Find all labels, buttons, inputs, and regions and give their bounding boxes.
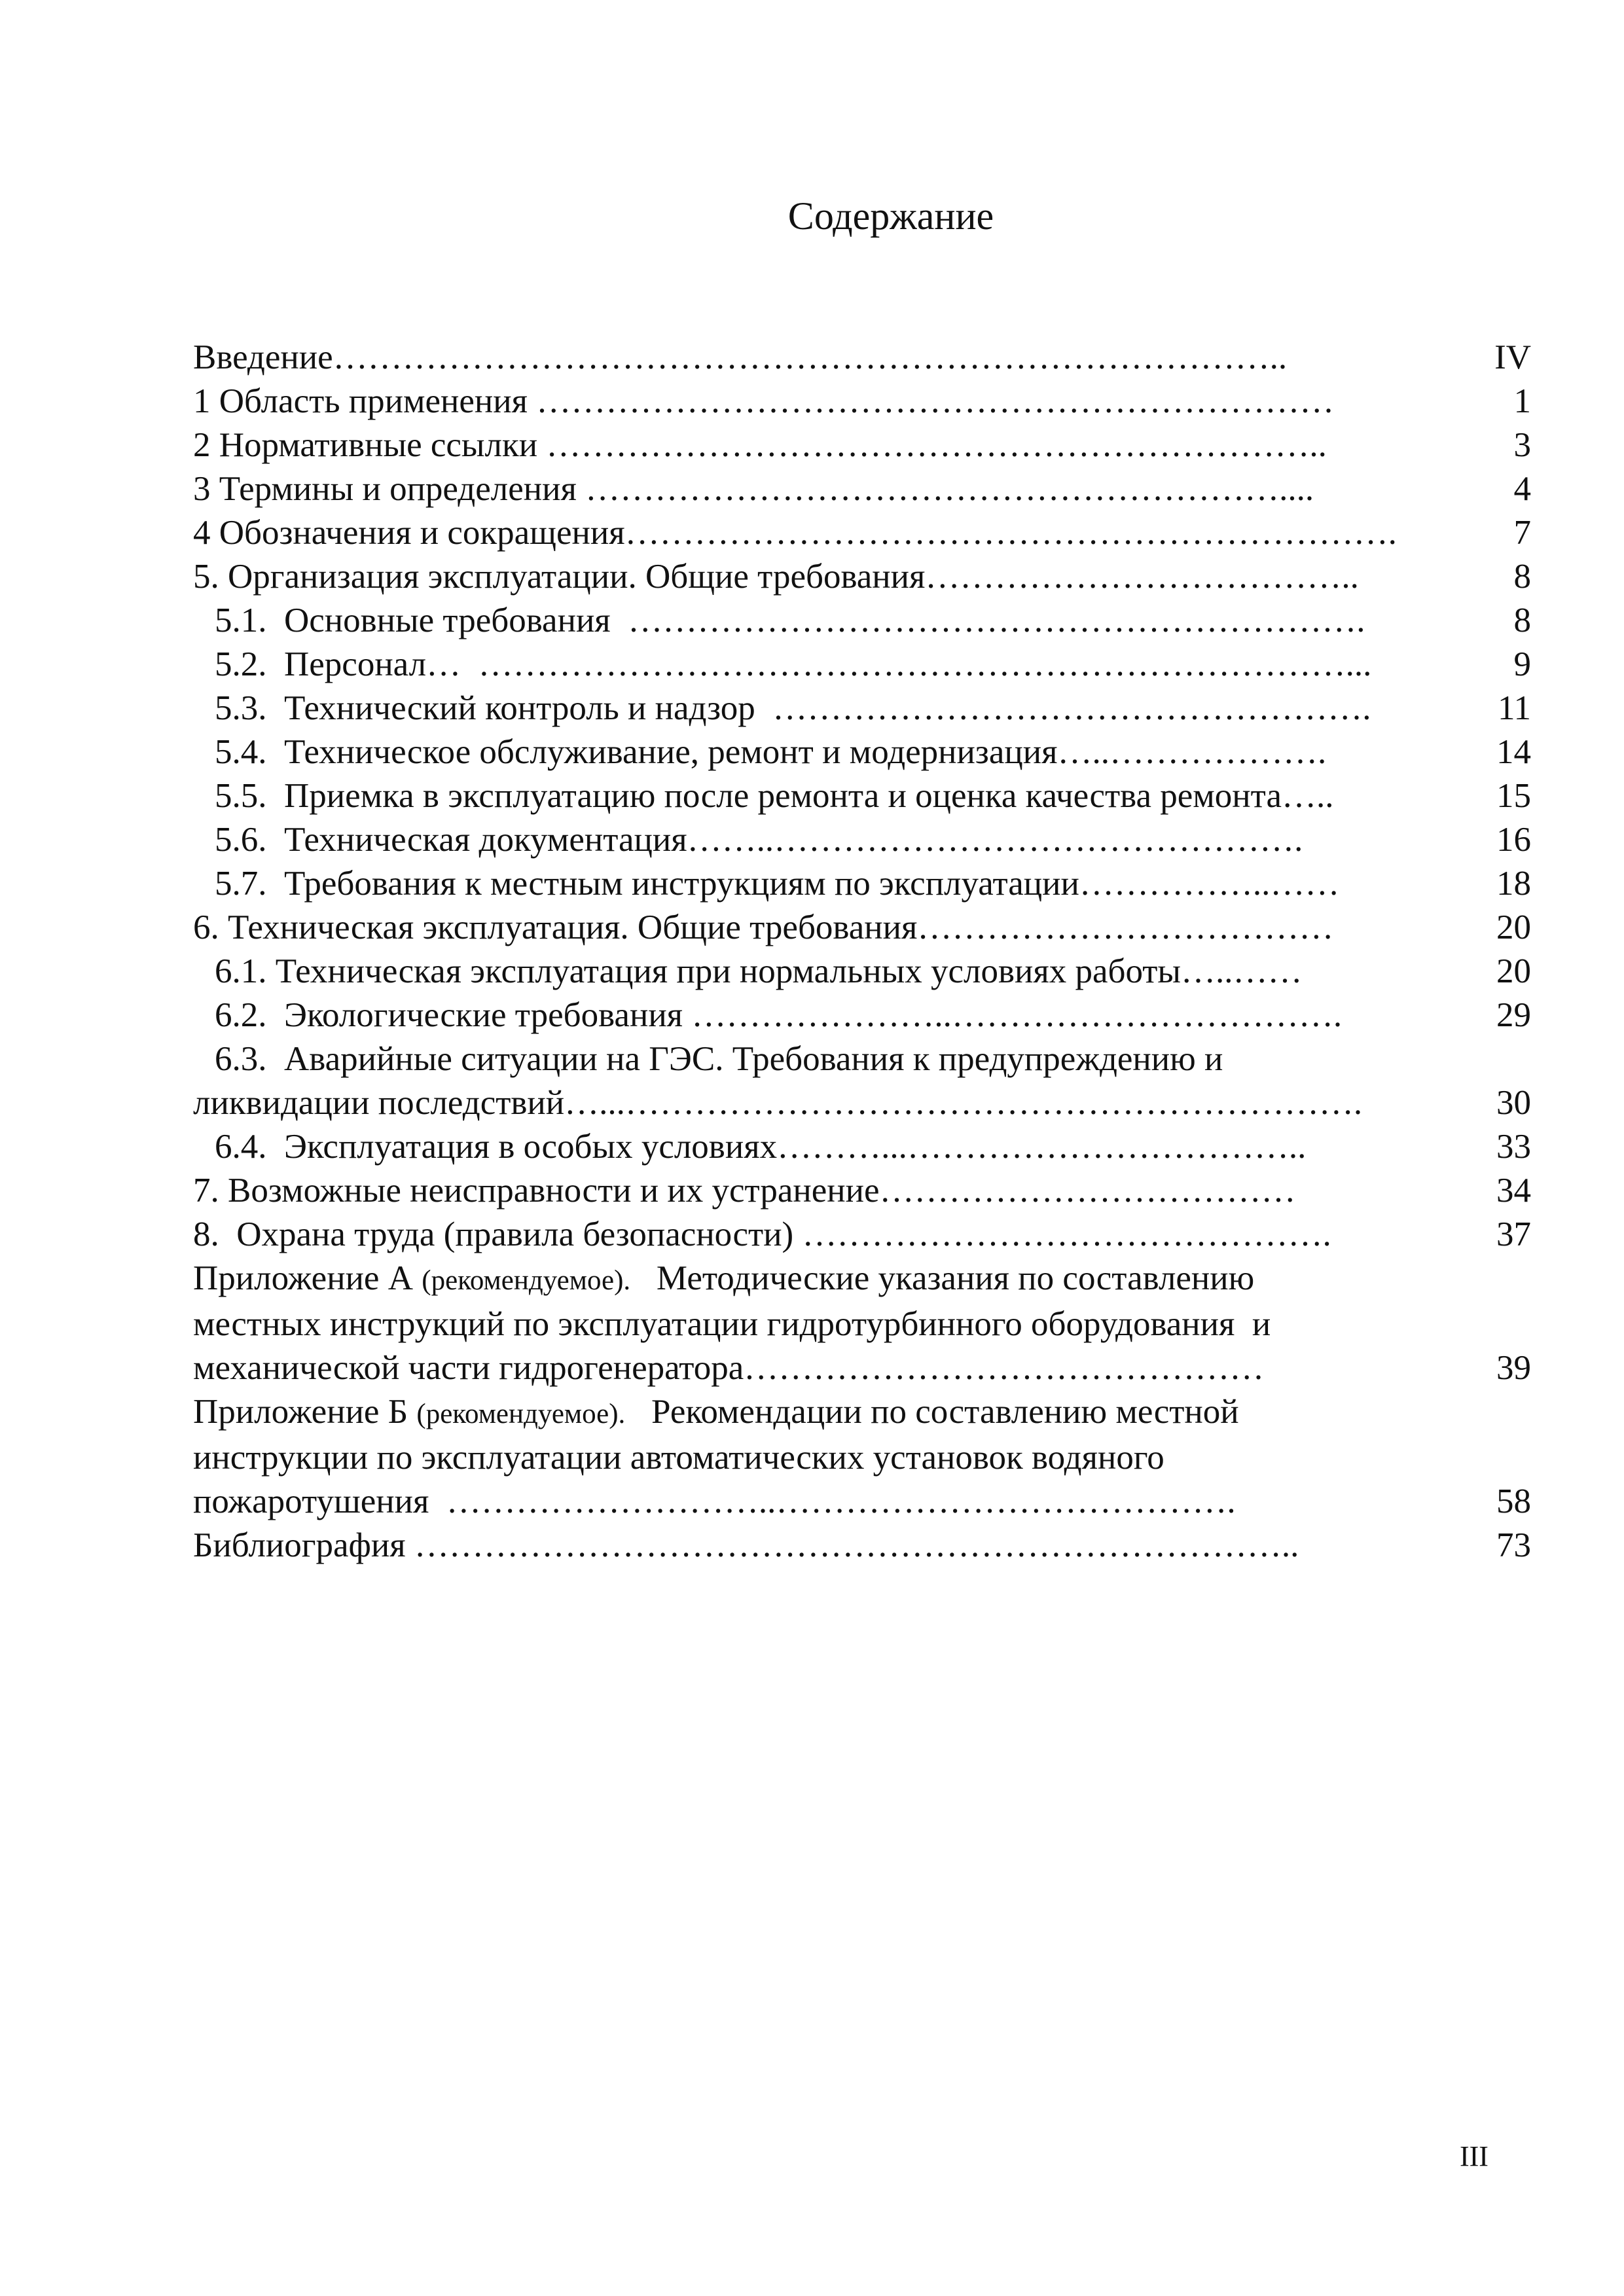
toc-entry[interactable]: [193, 1125, 1531, 1169]
toc-page-number: 9: [1513, 645, 1531, 683]
toc-page-number: 1: [1513, 382, 1531, 420]
dot-leader: …………………………………………….: [772, 689, 1371, 727]
toc-entry-title: [193, 555, 1531, 599]
toc-entry-title: [193, 1169, 1531, 1213]
toc-entry-title: [193, 336, 1531, 380]
toc-entry-text: 6.4. Эксплуатация в особых условиях: [215, 1128, 778, 1166]
dot-leader: …...……………………………………………………….: [564, 1084, 1363, 1122]
toc-entry-title: [193, 774, 1531, 818]
page-title: Содержание: [787, 194, 994, 238]
toc-page-number: 3: [1513, 426, 1531, 464]
toc-entry[interactable]: [193, 818, 1531, 862]
table-of-contents: [193, 336, 1531, 1568]
toc-entry[interactable]: [193, 687, 1531, 730]
dot-leader: …..……………….: [1057, 733, 1327, 771]
toc-entry[interactable]: [193, 555, 1531, 599]
toc-entry-title: [193, 1524, 1531, 1568]
toc-entry-text: Рекомендации по составлению местной инструкции по эксплуатации автоматических установок водяного пожаротушения: [193, 1393, 1239, 1520]
dot-leader: …………………..…………………………….: [691, 996, 1343, 1034]
toc-entry-title: [193, 467, 1531, 511]
toc-entry[interactable]: [193, 1390, 1531, 1524]
toc-entry-title: [193, 599, 1531, 643]
toc-page-number: 20: [1496, 952, 1531, 990]
toc-entry-text: Приложение Б: [193, 1393, 417, 1431]
toc-page-number: 4: [1513, 470, 1531, 508]
toc-entry-title: [193, 423, 1531, 467]
toc-entry-annotation: (рекомендуемое).: [422, 1265, 631, 1296]
toc-page-number: 58: [1496, 1482, 1531, 1520]
toc-entry[interactable]: [193, 906, 1531, 950]
toc-entry-title: [193, 730, 1531, 774]
toc-entry[interactable]: [193, 380, 1531, 423]
toc-entry-text: 7. Возможные неисправности и их устранение: [193, 1172, 880, 1210]
dot-leader: ……………………………………………………….: [628, 601, 1365, 639]
toc-page-number: 29: [1496, 996, 1531, 1034]
dot-leader: …..: [1281, 777, 1334, 815]
toc-page-number: 11: [1497, 689, 1531, 727]
toc-entry[interactable]: [193, 730, 1531, 774]
dot-leader: ………………………………..: [925, 558, 1359, 596]
toc-entry-text: 5.2. Персонал…: [215, 645, 478, 683]
toc-page-number: 7: [1513, 514, 1531, 552]
toc-entry[interactable]: [193, 994, 1531, 1037]
toc-entry[interactable]: [193, 862, 1531, 906]
toc-page-number: 39: [1496, 1349, 1531, 1387]
toc-entry-text: 5.6. Техническая документация: [215, 821, 687, 859]
dot-leader: …..……: [1181, 952, 1303, 990]
toc-entry-title: [193, 380, 1531, 423]
toc-entry-text: Методические указания по составлению местных инструкций по эксплуатации гидротурбинного оборудования и механической части гидрогенератора: [193, 1259, 1271, 1387]
toc-entry[interactable]: [193, 1213, 1531, 1257]
toc-entry-title: [193, 687, 1531, 730]
dot-leader: ……………………………………………………………: [536, 382, 1335, 420]
dot-leader: ………………………..………………………………….: [446, 1482, 1236, 1520]
toc-entry-title: [193, 1125, 1531, 1169]
toc-entry-text: 6. Техническая эксплуатация. Общие требования: [193, 908, 918, 946]
toc-entry-title: [193, 906, 1531, 950]
toc-page-number: 15: [1496, 777, 1531, 815]
dot-leader: ……………………………………….: [802, 1215, 1331, 1253]
dot-leader: ………………………………: [917, 908, 1334, 946]
toc-entry-text: Библиография: [193, 1526, 414, 1564]
toc-entry-text: Введение: [193, 338, 333, 376]
toc-entry-text: 5.7. Требования к местным инструкциям по эксплуатации: [215, 865, 1079, 903]
toc-entry[interactable]: [193, 336, 1531, 380]
page-number: III: [1460, 2140, 1489, 2172]
toc-entry[interactable]: [193, 1524, 1531, 1568]
toc-entry[interactable]: [193, 1169, 1531, 1213]
toc-page-number: IV: [1494, 338, 1531, 376]
toc-entry[interactable]: [193, 950, 1531, 994]
dot-leader: ………………………………………………………………………..: [333, 338, 1288, 376]
toc-entry-text: 2 Нормативные ссылки: [193, 426, 547, 464]
dot-leader: …………………………………………………………………...: [478, 645, 1372, 683]
dot-leader: ………...……………………………..: [777, 1128, 1307, 1166]
toc-entry-text: 1 Область применения: [193, 382, 537, 420]
dot-leader: …………………………………………………………………..: [414, 1526, 1299, 1564]
dot-leader: ………………………………………………………….: [624, 514, 1397, 552]
toc-entry[interactable]: [193, 1037, 1531, 1125]
toc-entry[interactable]: [193, 511, 1531, 555]
toc-entry-title: [193, 950, 1531, 994]
toc-page-number: 73: [1496, 1526, 1531, 1564]
dot-leader: ……..……………………………………….: [687, 821, 1303, 859]
toc-entry-title: [193, 862, 1531, 906]
toc-entry-text: 6.1. Техническая эксплуатация при нормальных условиях работы: [215, 952, 1182, 990]
toc-entry[interactable]: [193, 643, 1531, 687]
toc-entry-title: [193, 1390, 1531, 1524]
dot-leader: ……………………………………………………....: [585, 470, 1314, 508]
toc-entry-title: [193, 1257, 1531, 1390]
toc-page-number: 20: [1496, 908, 1531, 946]
toc-entry[interactable]: [193, 1257, 1531, 1390]
dot-leader: ………………………………: [879, 1172, 1296, 1210]
toc-entry[interactable]: [193, 467, 1531, 511]
toc-entry-title: [193, 1037, 1531, 1125]
toc-entry-text: 5.4. Техническое обслуживание, ремонт и модернизация: [215, 733, 1058, 771]
toc-entry-text: 5.5. Приемка в эксплуатацию после ремонта и оценка качества ремонта: [215, 777, 1282, 815]
dot-leader: ……………..……: [1079, 865, 1340, 903]
toc-page-number: 18: [1496, 865, 1531, 903]
toc-page-number: 16: [1496, 821, 1531, 859]
toc-page-number: 34: [1496, 1172, 1531, 1210]
toc-entry-title: [193, 1213, 1531, 1257]
toc-page-number: 14: [1496, 733, 1531, 771]
dot-leader: …………………………………………………………..: [546, 426, 1327, 464]
toc-entry-text: Приложение А: [193, 1259, 422, 1297]
toc-page-number: 8: [1513, 601, 1531, 639]
toc-page-number: 8: [1513, 558, 1531, 596]
toc-entry-title: [193, 994, 1531, 1037]
toc-entry[interactable]: [193, 774, 1531, 818]
toc-entry-title: [193, 511, 1531, 555]
dot-leader: ………………………………………: [744, 1349, 1265, 1387]
toc-entry-text: 4 Обозначения и сокращения: [193, 514, 625, 552]
toc-entry[interactable]: [193, 599, 1531, 643]
toc-entry-text: 5.1. Основные требования: [215, 601, 628, 639]
toc-entry-text: 5.3. Технический контроль и надзор: [215, 689, 773, 727]
toc-page-number: 30: [1496, 1084, 1531, 1122]
toc-entry-text: 3 Термины и определения: [193, 470, 586, 508]
toc-entry-annotation: (рекомендуемое).: [416, 1399, 626, 1429]
toc-entry-title: [193, 643, 1531, 687]
toc-page-number: 33: [1496, 1128, 1531, 1166]
toc-page-number: 37: [1496, 1215, 1531, 1253]
toc-entry-text: 8. Охрана труда (правила безопасности): [193, 1215, 803, 1253]
toc-entry-text: 6.3. Аварийные ситуации на ГЭС. Требования к предупреждению и ликвидации последствий: [193, 1040, 1223, 1122]
toc-entry-text: 5. Организация эксплуатации. Общие требования: [193, 558, 926, 596]
toc-entry[interactable]: [193, 423, 1531, 467]
toc-entry-title: [193, 818, 1531, 862]
toc-entry-text: 6.2. Экологические требования: [215, 996, 692, 1034]
